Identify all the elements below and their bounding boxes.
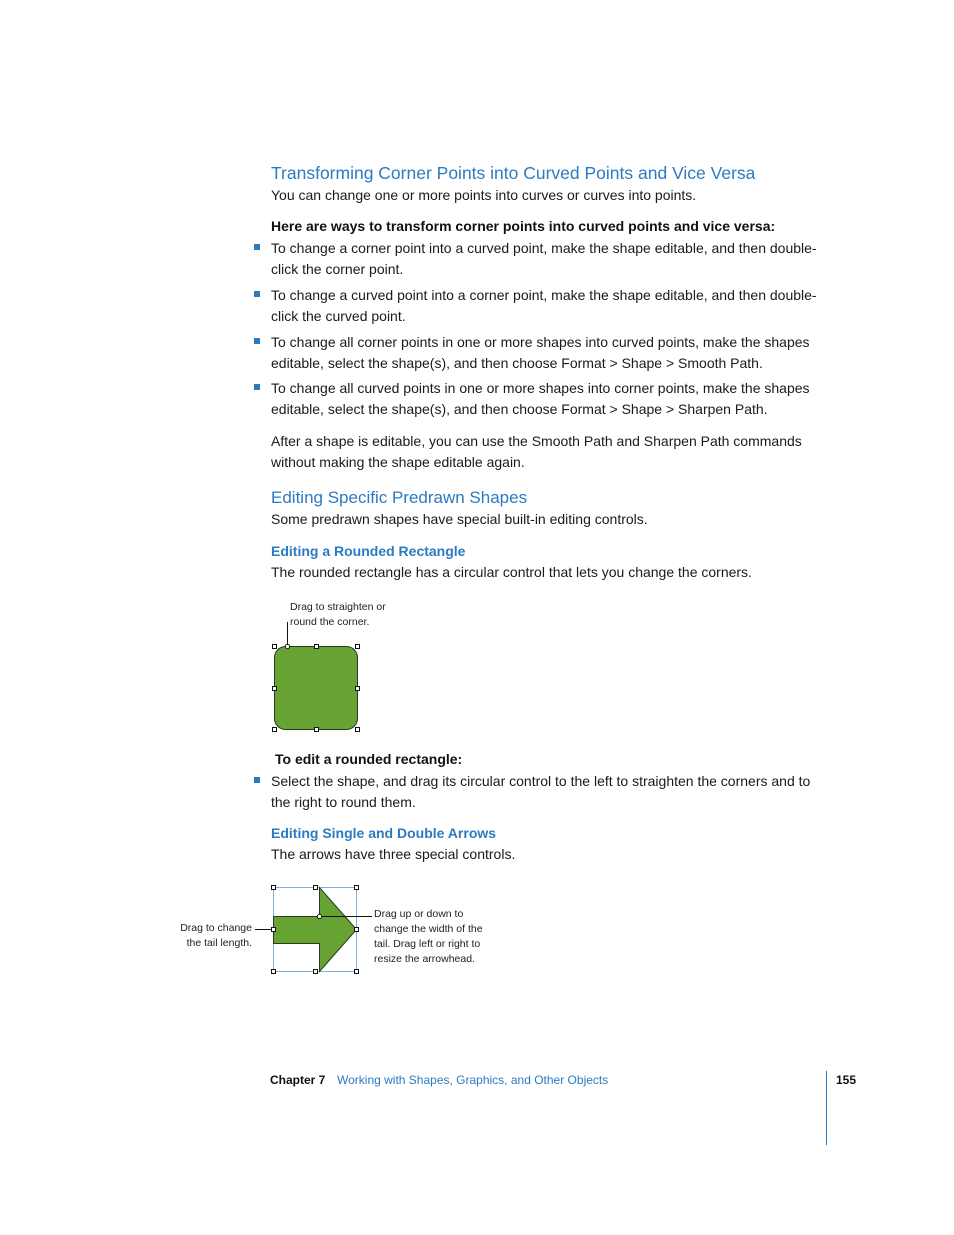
bullet-marker <box>254 338 260 344</box>
page-number: 155 <box>836 1073 857 1087</box>
footer-chapter-title: Working with Shapes, Graphics, and Other Objects <box>337 1073 609 1087</box>
list-item: To change a corner point into a curved point, make the shape editable, and then double-click the corner point. <box>271 240 817 277</box>
list-item: To change a curved point into a corner point, make the shape editable, and then double-click the curved point. <box>271 287 817 324</box>
footer-chapter: Chapter 7 <box>270 1073 326 1087</box>
footer-divider <box>826 1071 827 1145</box>
bullet-marker <box>254 777 260 783</box>
section-intro: Some predrawn shapes have special built-in editing controls. <box>271 511 648 527</box>
subheading-rounded-rectangle: Editing a Rounded Rectangle <box>271 543 466 559</box>
list-item: Select the shape, and drag its circular control to the left to straighten the corners and to the right to round them. <box>271 773 811 810</box>
callout-round-corner: Drag to straighten or round the corner. <box>290 601 386 628</box>
section-intro: You can change one or more points into curves or curves into points. <box>271 187 697 203</box>
after-paragraph: After a shape is editable, you can use the Smooth Path and Sharpen Path commands without making the shape editable again. <box>271 433 802 470</box>
bullet-marker <box>254 244 260 250</box>
circular-control-handle <box>285 644 289 648</box>
section-heading-predrawn-shapes: Editing Specific Predrawn Shapes <box>271 488 528 507</box>
list-item: To change all curved points in one or more shapes into corner points, make the shapes editable, select the shape(s), and then choose Format > Shape > Sharpen Path. <box>271 380 810 417</box>
arrow-figure <box>250 882 375 977</box>
arrow-shape <box>274 888 357 972</box>
subsection-intro: The rounded rectangle has a circular control that lets you change the corners. <box>271 564 752 580</box>
arrow-control-handle <box>317 914 321 918</box>
rounded-rectangle-figure <box>266 618 366 740</box>
section-heading-corner-points: Transforming Corner Points into Curved Points and Vice Versa <box>271 163 756 183</box>
bullet-marker <box>254 384 260 390</box>
callout-tail-length: Drag to change the tail length. <box>180 922 252 949</box>
procedure-lead: To edit a rounded rectangle: <box>275 751 463 767</box>
subsection-intro: The arrows have three special controls. <box>271 846 516 862</box>
list-item: To change all corner points in one or more shapes into curved points, make the shapes editable, select the shape(s), and then choose Format > Shape > Smooth Path. <box>271 334 810 371</box>
bullet-marker <box>254 291 260 297</box>
rounded-rectangle-shape <box>275 647 358 730</box>
subheading-arrows: Editing Single and Double Arrows <box>271 825 497 841</box>
lead-in: Here are ways to transform corner points into curved points and vice versa: <box>271 218 776 234</box>
callout-tail-width: Drag up or down to change the width of the tail. Drag left or right to resize the arrowhead. <box>374 908 483 965</box>
